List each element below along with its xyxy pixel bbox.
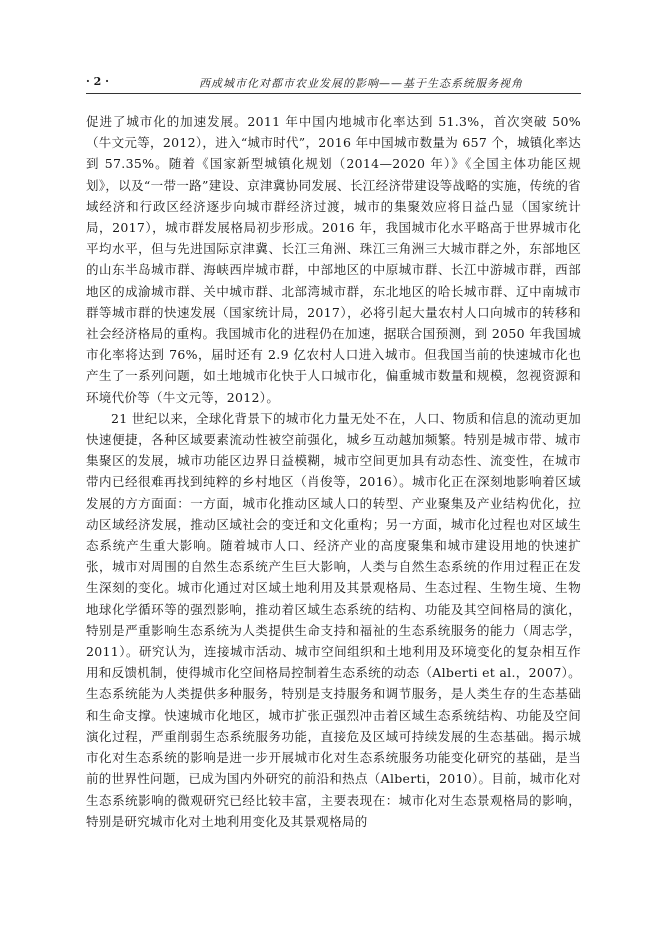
paragraph-2: 21 世纪以来，全球化背景下的城市化力量无处不在，人口、物质和信息的流动更加快速便捷，各种区域要素流动性被空前强化，城乡互动越加频繁。特别是城市带、城市集聚区的发展，城市功能区边界日益模糊，城市空间更加具有动态性、流变性，在城市带内已经很难再找到纯粹的乡村地区（肖俊等，2016）。城市化正在深刻地影响着区域发展的方方面面：一方面，城市化推动区域人口的转型、产业聚集及产业结构优化，拉动区域经济发展，推动区域社会的变迁和文化重构；另一方面，城市化过程也对区域生态系统产生重大影响。随着城市人口、经济产业的高度聚集和城市建设用地的快速扩张，城市对周围的自然生态系统产生巨大影响，人类与自然生态系统的作用过程正在发生深刻的变化。城市化通过对区域土地利用及其景观格局、生态过程、生物生境、生物地球化学循环等的强烈影响，推动着区域生态系统的结构、功能及其空间格局的演化，特别是严重影响生态系统为人类提供生命支持和福祉的生态系统服务的能力（周志学，2011）。研究认为，连接城市活动、城市空间组织和土地利用及环境变化的复杂相互作用和反馈机制，使得城市化空间格局控制着生态系统的动态（Alberti et al.，2007）。生态系统能为人类提供多种服务，特别是支持服务和调节服务，是人类生存的生态基础和生命支撑。快速城市化地区，城市扩张正强烈冲击着区域生态系统结构、功能及空间演化过程，严重削弱生态系统服务功能，直接危及区域可持续发展的生态基础。揭示城市化对生态系统的影响是进一步开展城市化对生态系统服务功能变化研究的基础，是当前的世界性问题，已成为国内外研究的前沿和热点（Alberti，2010）。目前，城市化对生态系统影响的微观研究已经比较丰富，主要表现在：城市化对生态景观格局的影响，特别是研究城市化对土地利用变化及其景观格局的 (86, 410, 581, 829)
paragraph-1: 促进了城市化的加速发展。2011 年中国内地城市化率达到 51.3%，首次突破 50%（牛文元等，2012），进入“城市时代”，2016 年中国城市数量为 657 个，城镇化率达到 57.35%。随着《国家新型城镇化规划（2014—2020 年）》《全国主体功能区规划》，以及“一带一路”建设、京津冀协同发展、长江经济带建设等战略的实施，传统的省域经济和行政区经济逐步向城市群经济过渡，城市的集聚效应将日益凸显（国家统计局，2017），城市群发展格局初步形成。2016 年，我国城市化水平略高于世界城市化平均水平，但与先进国际京津冀、长江三角洲、珠江三角洲三大城市群之外，东部地区的山东半岛城市群、海峡西岸城市群，中部地区的中原城市群、长江中游城市群，西部地区的成渝城市群、关中城市群、北部湾城市群，东北地区的哈长城市群、辽中南城市群等城市群的快速发展（国家统计局，2017），必将引起大量农村人口向城市的转移和社会经济格局的重构。我国城市化的进程仍在加速，据联合国预测，到 2050 年我国城市化率将达到 76%，届时还有 2.9 亿农村人口进入城市。但我国当前的快速城市化也产生了一系列问题，如土地城市化快于人口城市化，偏重城市数量和规模，忽视资源和环境代价等（牛文元等，2012）。 (86, 114, 581, 405)
header-rule (86, 93, 581, 94)
body-text (86, 111, 581, 832)
running-title: 西成城市化对都市农业发展的影响——基于生态系统服务视角 (199, 77, 523, 90)
page-number: · 2 · (86, 75, 109, 88)
page-header (86, 72, 580, 94)
